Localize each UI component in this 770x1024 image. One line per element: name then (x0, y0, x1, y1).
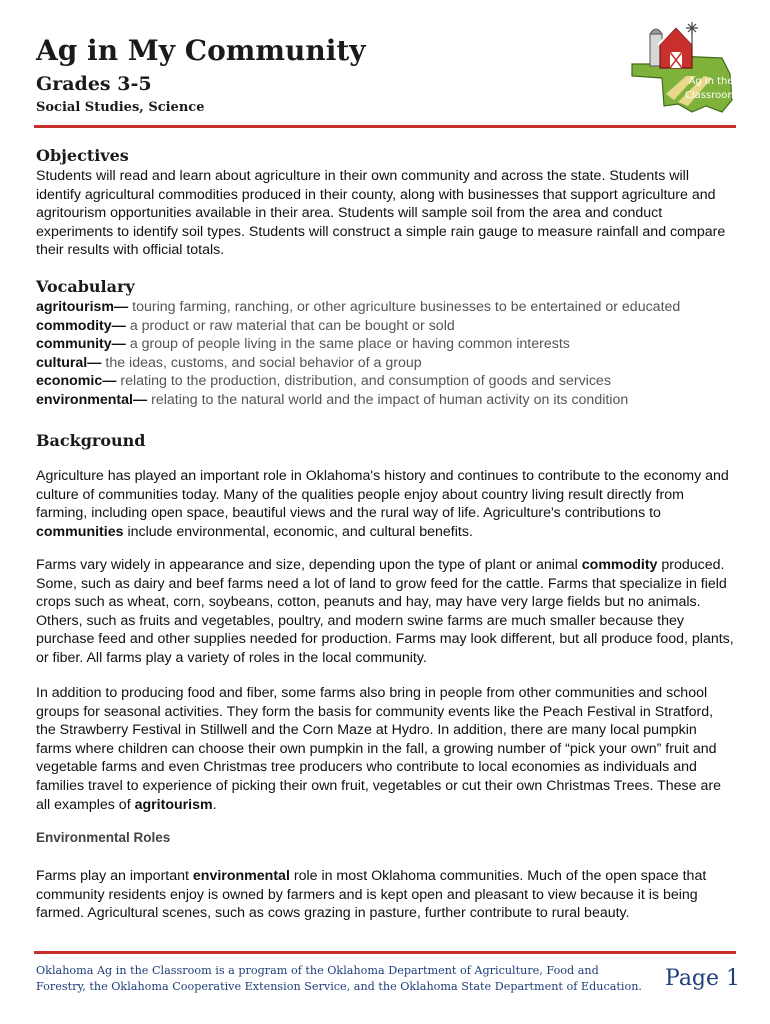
text-run: include environmental, economic, and cultural benefits. (123, 523, 473, 540)
objectives-text: Students will read and learn about agriculture in their own community and across the state. Students will identify agricultural commodities produced in their county, along with businesses that support agriculture and agritourism opportunities available in their area. Students will sample soil from the area and conduct experiments to identify soil types. Students will construct a simple rain gauge to measure rainfall and compare their results with official totals. (36, 168, 726, 259)
logo-text-line2: Classroom (684, 90, 738, 101)
vocab-term: environmental— (36, 391, 148, 408)
vocab-term: cultural— (36, 354, 102, 371)
vocab-definition: relating to the natural world and the impact of human activity on its condition (147, 391, 629, 408)
vocab-item-economic (36, 372, 746, 391)
grades-label: Grades 3-5 (36, 73, 152, 95)
subjects-label: Social Studies, Science (36, 100, 205, 115)
bold-term-agritourism: agritourism (134, 796, 213, 813)
vocabulary-heading: Vocabulary (36, 277, 135, 296)
page-title: Ag in My Community (36, 34, 366, 67)
footer-divider (34, 951, 736, 954)
vocab-term: community— (36, 336, 126, 353)
vocab-definition: a product or raw material that can be bought or sold (125, 317, 455, 334)
text-run: . (212, 796, 217, 813)
text-run: Agriculture has played an important role in Oklahoma's history and continues to contribute to the economy and culture of communities today. Many of the qualities people enjoy about country living result directly from farming, including open space, beautiful views and the rural way of life. Agriculture's contributions to (36, 468, 729, 522)
vocab-item-commodity (36, 317, 746, 336)
vocab-definition: touring farming, ranching, or other agriculture businesses to be entertained or educated (128, 299, 681, 315)
vocab-definition: the ideas, customs, and social behavior of a group (101, 354, 422, 371)
vocab-definition: relating to the production, distribution, and consumption of goods and services (116, 373, 611, 390)
background-paragraph-3 (36, 684, 736, 814)
background-paragraph-2 (36, 556, 736, 668)
objectives-heading: Objectives (36, 146, 129, 165)
bold-term-commodity: commodity (581, 557, 658, 573)
ag-in-the-classroom-logo (626, 14, 738, 118)
environmental-paragraph (36, 867, 736, 923)
text-run: produced. Some, such as dairy and beef farms need a lot of land to grow feed for the cattle. Farms that specialize in field crops such as wheat, corn, soybeans, cotton, peanuts and hay, may have very large fields but no animals. Others, such as fruits and vegetables, poultry, and modern swine farms are much smaller because they purchase feed and other supplies needed for production. Farms may look different, but all produce food, plants, or fiber. All farms play a variety of roles in the local community. (36, 557, 734, 666)
vocab-item-environmental (36, 391, 746, 410)
page-number: Page 1 (665, 966, 741, 991)
vocab-definition: a group of people living in the same place or having common interests (125, 336, 570, 353)
text-run: In addition to producing food and fiber, some farms also bring in people from other communities and school groups for seasonal activities. They form the basis for community events like the Peach Festival in Stratford, the Strawberry Festival in Stillwell and the Corn Maze at Hydro. In addition, there are many local pumpkin farms where children can choose their own pumpkin in the fall, a growing number of “pick your own” fruit and vegetable farms and even Christmas tree producers who contribute to local economies as individuals and families travel to experience of picking their own fruit, vegetables or cut their own Christmas Trees. These are all examples of (36, 685, 721, 813)
vocab-item-cultural (36, 354, 746, 373)
environmental-roles-heading: Environmental Roles (36, 830, 171, 845)
text-run: Farms vary widely in appearance and size, depending upon the type of plant or animal (36, 557, 582, 573)
logo-text-line1: Ag in the (688, 76, 734, 87)
text-run: role in most Oklahoma communities. Much of the open space that community residents enjoy is owned by farmers and is kept open and pleasant to view because it is being farmed. Agricultural scenes, such as cows grazing in pasture, further contribute to rural beauty. (36, 868, 707, 922)
vocab-term: commodity— (36, 317, 126, 334)
vocab-item-community (36, 335, 746, 354)
vocabulary-list (36, 298, 746, 410)
vocab-item-agritourism (36, 298, 746, 317)
text-run: Farms play an important (36, 868, 193, 884)
vocab-term: agritourism— (36, 299, 129, 315)
bold-term-environmental: environmental (192, 868, 290, 884)
background-paragraph-1 (36, 467, 736, 541)
bold-term-communities: communities (36, 523, 124, 540)
footer-text: Oklahoma Ag in the Classroom is a program of the Oklahoma Department of Agriculture, Food and Forestry, the Oklahoma Cooperative Extension Service, and the Oklahoma State Department of Education. (36, 964, 642, 993)
header-divider (34, 125, 736, 128)
vocab-term: economic— (36, 373, 117, 390)
background-heading: Background (36, 431, 146, 450)
